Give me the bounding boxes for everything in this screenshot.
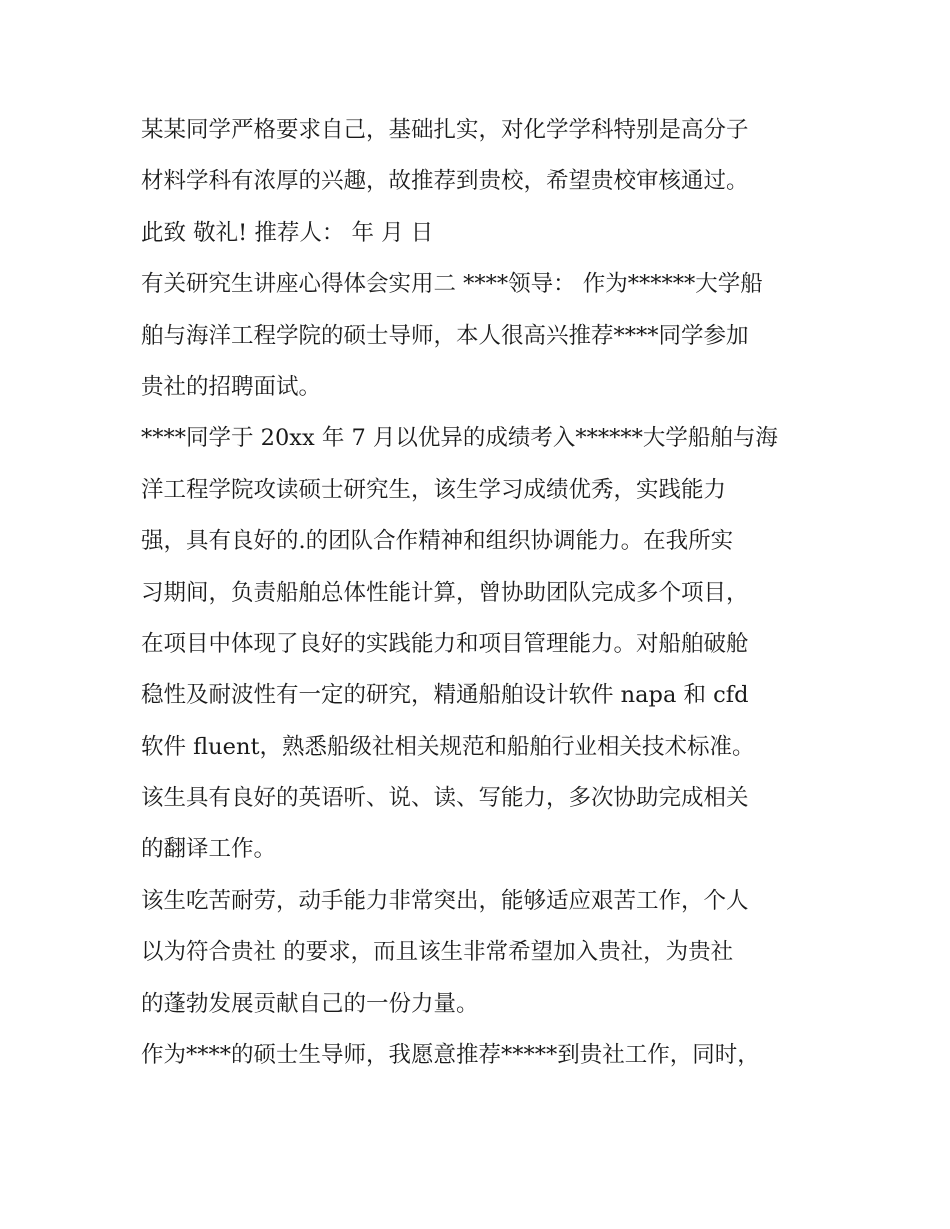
text-line: 以为符合贵社 的要求，而且该生非常希望加入贵社，为贵社: [141, 939, 734, 966]
text-line: 的蓬勃发展贡献自己的一份力量。: [141, 990, 479, 1017]
text-line: 某某同学严格要求自己，基础扎实，对化学学科特别是高分子: [141, 117, 749, 143]
text-line: 贵社的招聘面试。: [141, 373, 322, 400]
text-line: 的翻译工作。: [141, 836, 277, 863]
text-line: 软件 fluent，熟悉船级社相关规范和船舶行业相关技术标准。: [141, 733, 755, 760]
text-line: 舶与海洋工程学院的硕士导师，本人很高兴推荐****同学参加: [141, 322, 749, 349]
text-line: 材料学科有浓厚的兴趣，故推荐到贵校，希望贵校审核通过。: [141, 168, 749, 195]
text-line: 习期间，负责船舶总体性能计算，曾协助团队完成多个项目，: [141, 579, 749, 606]
text-line: 洋工程学院攻读硕士研究生，该生学习成绩优秀，实践能力: [141, 476, 727, 503]
text-line: 强，具有良好的.的团队合作精神和组织协调能力。在我所实: [141, 528, 734, 555]
text-line: ****同学于 20xx 年 7 月以优异的成绩考入******大学船舶与海: [141, 425, 778, 452]
text-line: 稳性及耐波性有一定的研究，精通船舶设计软件 napa 和 cfd: [141, 682, 749, 709]
text-line: 该生吃苦耐劳，动手能力非常突出，能够适应艰苦工作，个人: [141, 887, 749, 914]
text-line: 该生具有良好的英语听、说、读、写能力，多次协助完成相关: [141, 785, 749, 812]
text-line: 有关研究生讲座心得体会实用二 ****领导： 作为******大学船: [141, 271, 763, 298]
text-line: 作为****的硕士生导师，我愿意推荐*****到贵社工作，同时，: [141, 1042, 760, 1069]
text-line: 在项目中体现了良好的实践能力和项目管理能力。对船舶破舱: [141, 630, 749, 657]
text-line: 此致 敬礼! 推荐人： 年 月 日: [141, 219, 434, 246]
document-body: [141, 105, 821, 1081]
